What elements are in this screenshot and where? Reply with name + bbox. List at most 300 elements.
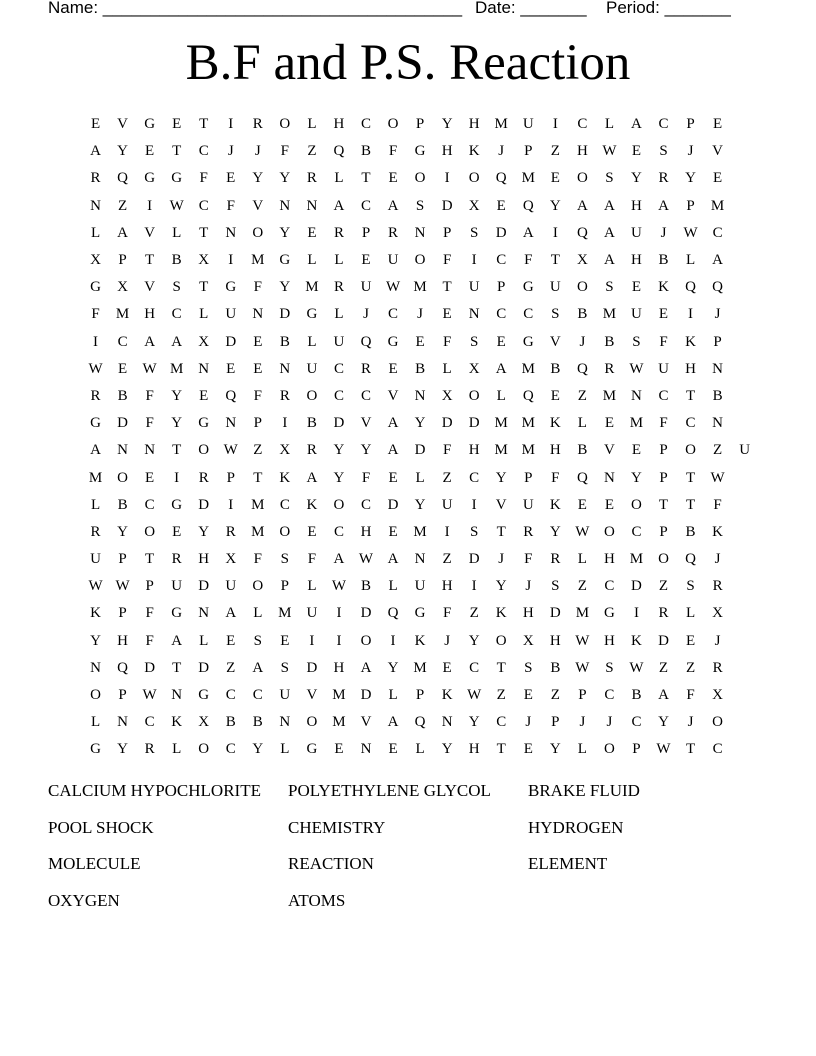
grid-letter[interactable]: F — [145, 415, 154, 432]
grid-letter[interactable]: E — [442, 659, 452, 676]
grid-letter[interactable]: L — [604, 116, 614, 133]
grid-letter[interactable]: V — [495, 496, 507, 513]
grid-letter[interactable]: M — [521, 360, 535, 377]
grid-letter[interactable]: Y — [90, 632, 101, 649]
grid-letter[interactable]: O — [117, 469, 128, 486]
grid-letter[interactable]: C — [685, 415, 696, 432]
grid-letter[interactable]: G — [387, 333, 399, 350]
grid-letter[interactable]: N — [90, 659, 101, 676]
grid-letter[interactable]: N — [631, 387, 642, 404]
grid-letter[interactable]: A — [603, 224, 615, 241]
grid-letter[interactable]: E — [172, 523, 182, 540]
grid-letter[interactable]: M — [332, 687, 346, 704]
grid-letter[interactable]: F — [253, 551, 262, 568]
grid-letter[interactable]: G — [171, 170, 183, 187]
grid-letter[interactable]: A — [712, 252, 724, 269]
grid-letter[interactable]: M — [169, 360, 184, 377]
grid-letter[interactable]: C — [604, 687, 615, 704]
grid-letter[interactable]: R — [712, 659, 723, 676]
grid-letter[interactable]: X — [522, 632, 534, 649]
grid-letter[interactable]: G — [603, 605, 615, 622]
grid-letter[interactable]: E — [307, 523, 317, 540]
grid-letter[interactable]: K — [279, 469, 291, 486]
grid-letter[interactable]: E — [388, 523, 398, 540]
grid-letter[interactable]: P — [686, 197, 695, 214]
grid-letter[interactable]: X — [468, 360, 480, 377]
grid-letter[interactable]: A — [225, 605, 237, 622]
grid-letter[interactable]: P — [713, 333, 722, 350]
grid-letter[interactable]: Q — [522, 197, 534, 214]
grid-letter[interactable]: C — [225, 741, 236, 758]
grid-letter[interactable]: I — [444, 170, 450, 187]
grid-letter[interactable]: P — [524, 469, 533, 486]
grid-letter[interactable]: E — [604, 415, 614, 432]
grid-letter[interactable]: K — [468, 143, 480, 160]
grid-letter[interactable]: H — [441, 143, 453, 160]
grid-letter[interactable]: B — [685, 523, 696, 540]
grid-letter[interactable]: F — [659, 333, 668, 350]
grid-letter[interactable]: D — [360, 687, 372, 704]
grid-letter[interactable]: O — [279, 523, 291, 540]
grid-letter[interactable]: I — [228, 116, 234, 133]
grid-letter[interactable]: D — [387, 496, 399, 513]
grid-letter[interactable]: O — [603, 741, 615, 758]
grid-letter[interactable]: G — [171, 605, 183, 622]
grid-letter[interactable]: U — [739, 442, 751, 459]
grid-letter[interactable]: Q — [522, 387, 534, 404]
grid-letter[interactable]: C — [333, 387, 344, 404]
grid-letter[interactable]: L — [388, 687, 398, 704]
grid-letter[interactable]: H — [144, 306, 156, 323]
grid-letter[interactable]: U — [225, 306, 237, 323]
grid-letter[interactable]: Z — [713, 442, 723, 459]
grid-letter[interactable]: E — [713, 116, 723, 133]
grid-letter[interactable]: H — [198, 551, 210, 568]
grid-letter[interactable]: K — [414, 632, 426, 649]
grid-letter[interactable]: D — [549, 605, 561, 622]
grid-letter[interactable]: E — [550, 170, 560, 187]
grid-letter[interactable]: U — [549, 279, 561, 296]
grid-letter[interactable]: A — [658, 197, 669, 214]
grid-letter[interactable]: O — [712, 714, 724, 731]
grid-letter[interactable]: S — [470, 523, 479, 540]
grid-letter[interactable]: E — [145, 469, 155, 486]
grid-letter[interactable]: F — [226, 197, 235, 214]
grid-letter[interactable]: J — [525, 578, 532, 595]
grid-letter[interactable]: J — [227, 143, 234, 160]
grid-letter[interactable]: L — [496, 387, 506, 404]
grid-letter[interactable]: N — [144, 442, 156, 459]
grid-letter[interactable]: J — [363, 306, 369, 323]
grid-letter[interactable]: L — [280, 741, 290, 758]
grid-letter[interactable]: D — [117, 415, 128, 432]
grid-letter[interactable]: C — [144, 496, 155, 513]
grid-letter[interactable]: Z — [442, 551, 452, 568]
grid-letter[interactable]: C — [360, 387, 371, 404]
grid-letter[interactable]: L — [415, 469, 425, 486]
grid-letter[interactable]: A — [387, 442, 399, 459]
grid-letter[interactable]: A — [333, 551, 345, 568]
grid-letter[interactable]: M — [629, 551, 644, 568]
grid-letter[interactable]: F — [524, 551, 533, 568]
grid-letter[interactable]: W — [710, 469, 725, 486]
grid-letter[interactable]: Z — [469, 605, 479, 622]
grid-letter[interactable]: G — [90, 741, 101, 758]
grid-letter[interactable]: F — [145, 632, 154, 649]
grid-letter[interactable]: B — [550, 659, 561, 676]
grid-letter[interactable]: E — [117, 360, 128, 377]
grid-letter[interactable]: I — [228, 496, 234, 513]
grid-letter[interactable]: E — [550, 387, 560, 404]
grid-letter[interactable]: M — [710, 197, 725, 214]
grid-letter[interactable]: M — [251, 523, 265, 540]
grid-letter[interactable]: H — [549, 632, 561, 649]
grid-letter[interactable]: W — [467, 687, 482, 704]
grid-letter[interactable]: Z — [685, 659, 696, 676]
grid-letter[interactable]: N — [414, 224, 426, 241]
grid-letter[interactable]: C — [604, 578, 615, 595]
grid-letter[interactable]: D — [468, 415, 480, 432]
grid-letter[interactable]: Y — [495, 578, 507, 595]
grid-letter[interactable]: L — [307, 116, 317, 133]
grid-letter[interactable]: F — [145, 387, 154, 404]
grid-letter[interactable]: W — [88, 578, 103, 595]
grid-letter[interactable]: N — [414, 551, 426, 568]
grid-letter[interactable]: G — [90, 279, 101, 296]
grid-letter[interactable]: U — [387, 252, 399, 269]
grid-letter[interactable]: E — [388, 741, 398, 758]
grid-letter[interactable]: S — [415, 197, 425, 214]
grid-letter[interactable]: C — [333, 360, 344, 377]
grid-letter[interactable]: S — [524, 659, 533, 676]
grid-letter[interactable]: W — [602, 143, 617, 160]
grid-letter[interactable]: N — [90, 197, 101, 214]
grid-letter[interactable]: B — [117, 387, 128, 404]
grid-letter[interactable]: O — [333, 496, 345, 513]
grid-letter[interactable]: B — [279, 333, 290, 350]
grid-letter[interactable]: W — [656, 741, 671, 758]
grid-letter[interactable]: Y — [631, 469, 642, 486]
grid-letter[interactable]: Q — [712, 279, 724, 296]
grid-letter[interactable]: F — [442, 333, 452, 350]
grid-letter[interactable]: C — [198, 197, 209, 214]
grid-letter[interactable]: M — [251, 252, 265, 269]
grid-letter[interactable]: Y — [279, 170, 291, 187]
grid-letter[interactable]: U — [171, 578, 183, 595]
grid-letter[interactable]: D — [333, 415, 345, 432]
grid-letter[interactable]: B — [360, 578, 371, 595]
grid-letter[interactable]: F — [388, 143, 398, 160]
grid-letter[interactable]: U — [631, 224, 642, 241]
grid-letter[interactable]: Q — [685, 551, 696, 568]
grid-letter[interactable]: C — [360, 197, 371, 214]
grid-letter[interactable]: K — [495, 605, 507, 622]
grid-letter[interactable]: X — [117, 279, 128, 296]
grid-letter[interactable]: Q — [576, 360, 588, 377]
grid-letter[interactable]: I — [147, 197, 153, 214]
grid-letter[interactable]: K — [549, 496, 561, 513]
grid-letter[interactable]: F — [253, 387, 262, 404]
grid-letter[interactable]: L — [90, 224, 101, 241]
grid-letter[interactable]: C — [360, 496, 371, 513]
grid-letter[interactable]: A — [90, 442, 101, 459]
grid-letter[interactable]: R — [252, 116, 263, 133]
grid-letter[interactable]: P — [686, 116, 695, 133]
grid-letter[interactable]: R — [604, 360, 615, 377]
grid-letter[interactable]: Y — [549, 197, 561, 214]
grid-letter[interactable]: Q — [117, 659, 128, 676]
grid-letter[interactable]: A — [117, 224, 128, 241]
grid-letter[interactable]: Z — [307, 143, 317, 160]
grid-letter[interactable]: O — [198, 741, 210, 758]
grid-letter[interactable]: Y — [549, 741, 561, 758]
grid-letter[interactable]: A — [333, 197, 345, 214]
grid-letter[interactable]: T — [685, 469, 696, 486]
grid-letter[interactable]: J — [687, 143, 694, 160]
grid-letter[interactable]: F — [307, 551, 317, 568]
grid-letter[interactable]: F — [659, 415, 668, 432]
grid-letter[interactable]: A — [306, 469, 318, 486]
grid-letter[interactable]: V — [603, 442, 615, 459]
grid-letter[interactable]: S — [605, 279, 614, 296]
grid-letter[interactable]: O — [306, 714, 318, 731]
grid-letter[interactable]: R — [333, 279, 344, 296]
grid-letter[interactable]: H — [549, 442, 561, 459]
grid-letter[interactable]: P — [415, 116, 425, 133]
grid-letter[interactable]: I — [336, 632, 342, 649]
grid-letter[interactable]: M — [602, 387, 617, 404]
grid-letter[interactable]: D — [658, 632, 669, 649]
date-field[interactable]: Date: _______ — [475, 0, 587, 17]
grid-letter[interactable]: L — [334, 306, 344, 323]
grid-letter[interactable]: E — [226, 632, 236, 649]
grid-letter[interactable]: T — [172, 442, 182, 459]
grid-letter[interactable]: G — [414, 605, 426, 622]
grid-letter[interactable]: C — [496, 306, 507, 323]
grid-letter[interactable]: R — [90, 387, 101, 404]
grid-letter[interactable]: Y — [333, 469, 345, 486]
grid-letter[interactable]: O — [360, 632, 372, 649]
grid-letter[interactable]: A — [522, 224, 534, 241]
grid-letter[interactable]: Y — [441, 116, 453, 133]
grid-letter[interactable]: L — [199, 632, 209, 649]
grid-letter[interactable]: Y — [387, 659, 399, 676]
grid-letter[interactable]: Z — [226, 659, 236, 676]
grid-letter[interactable]: X — [712, 687, 724, 704]
grid-letter[interactable]: L — [685, 605, 696, 622]
grid-letter[interactable]: H — [576, 143, 588, 160]
grid-letter[interactable]: N — [117, 442, 128, 459]
grid-letter[interactable]: O — [658, 551, 669, 568]
grid-letter[interactable]: Y — [252, 741, 264, 758]
grid-letter[interactable]: S — [470, 224, 479, 241]
grid-letter[interactable]: Z — [253, 442, 263, 459]
grid-letter[interactable]: S — [551, 578, 560, 595]
grid-letter[interactable]: T — [199, 224, 209, 241]
grid-letter[interactable]: Q — [117, 170, 128, 187]
grid-letter[interactable]: P — [659, 469, 668, 486]
grid-letter[interactable]: M — [115, 306, 130, 323]
grid-letter[interactable]: F — [361, 469, 371, 486]
grid-letter[interactable]: W — [358, 551, 374, 568]
grid-letter[interactable]: J — [498, 143, 505, 160]
grid-letter[interactable]: G — [171, 496, 183, 513]
grid-letter[interactable]: E — [307, 224, 317, 241]
grid-letter[interactable]: Y — [117, 741, 128, 758]
grid-letter[interactable]: Y — [414, 496, 426, 513]
grid-letter[interactable]: D — [468, 551, 480, 568]
grid-letter[interactable]: D — [306, 659, 318, 676]
grid-letter[interactable]: A — [360, 659, 372, 676]
grid-letter[interactable]: Q — [414, 714, 426, 731]
grid-letter[interactable]: M — [278, 605, 292, 622]
grid-letter[interactable]: O — [576, 170, 588, 187]
grid-letter[interactable]: D — [198, 496, 210, 513]
grid-letter[interactable]: J — [444, 632, 451, 649]
grid-letter[interactable]: V — [360, 415, 372, 432]
grid-letter[interactable]: Y — [171, 387, 183, 404]
grid-letter[interactable]: Q — [333, 143, 345, 160]
grid-letter[interactable]: L — [334, 170, 344, 187]
grid-letter[interactable]: N — [712, 415, 724, 432]
grid-letter[interactable]: E — [226, 170, 236, 187]
grid-letter[interactable]: V — [712, 143, 724, 160]
grid-letter[interactable]: Y — [658, 714, 669, 731]
grid-letter[interactable]: H — [117, 632, 128, 649]
grid-letter[interactable]: P — [551, 714, 560, 731]
grid-letter[interactable]: R — [658, 170, 669, 187]
grid-letter[interactable]: T — [442, 279, 452, 296]
grid-letter[interactable]: T — [685, 741, 696, 758]
grid-letter[interactable]: W — [331, 578, 347, 595]
grid-letter[interactable]: N — [198, 605, 210, 622]
grid-letter[interactable]: U — [468, 279, 480, 296]
grid-letter[interactable]: A — [658, 687, 669, 704]
grid-letter[interactable]: E — [631, 442, 642, 459]
grid-letter[interactable]: W — [575, 523, 590, 540]
grid-letter[interactable]: A — [387, 551, 399, 568]
grid-letter[interactable]: Y — [279, 224, 291, 241]
grid-letter[interactable]: M — [413, 659, 427, 676]
grid-letter[interactable]: G — [522, 333, 534, 350]
grid-letter[interactable]: J — [498, 551, 505, 568]
grid-letter[interactable]: K — [631, 632, 642, 649]
grid-letter[interactable]: C — [225, 687, 236, 704]
grid-letter[interactable]: A — [603, 197, 615, 214]
grid-letter[interactable]: M — [494, 116, 508, 133]
grid-letter[interactable]: L — [388, 578, 398, 595]
name-field[interactable]: Name: ______________________________________ — [48, 0, 463, 17]
grid-letter[interactable]: L — [307, 333, 317, 350]
grid-letter[interactable]: P — [118, 687, 127, 704]
grid-letter[interactable]: M — [629, 415, 644, 432]
grid-letter[interactable]: K — [685, 333, 696, 350]
grid-letter[interactable]: S — [605, 659, 614, 676]
grid-letter[interactable]: N — [225, 224, 237, 241]
grid-letter[interactable]: B — [360, 143, 371, 160]
grid-letter[interactable]: W — [142, 687, 157, 704]
grid-letter[interactable]: U — [414, 578, 426, 595]
grid-letter[interactable]: D — [441, 197, 453, 214]
grid-letter[interactable]: C — [388, 306, 399, 323]
grid-letter[interactable]: E — [496, 197, 506, 214]
grid-letter[interactable]: I — [471, 578, 477, 595]
grid-letter[interactable]: A — [387, 415, 399, 432]
grid-letter[interactable]: B — [631, 687, 642, 704]
grid-letter[interactable]: B — [117, 496, 128, 513]
grid-letter[interactable]: L — [577, 551, 587, 568]
grid-letter[interactable]: E — [523, 741, 533, 758]
grid-letter[interactable]: F — [551, 469, 560, 486]
grid-letter[interactable]: E — [388, 469, 398, 486]
grid-letter[interactable]: N — [441, 714, 453, 731]
grid-letter[interactable]: E — [523, 687, 533, 704]
grid-letter[interactable]: A — [576, 197, 588, 214]
grid-letter[interactable]: Y — [252, 170, 264, 187]
grid-letter[interactable]: P — [118, 605, 127, 622]
grid-letter[interactable]: A — [631, 116, 642, 133]
grid-letter[interactable]: C — [279, 496, 290, 513]
grid-letter[interactable]: E — [145, 143, 155, 160]
grid-letter[interactable]: I — [552, 116, 558, 133]
grid-letter[interactable]: T — [496, 659, 506, 676]
grid-letter[interactable]: K — [171, 714, 183, 731]
grid-letter[interactable]: T — [550, 252, 560, 269]
grid-letter[interactable]: Z — [550, 687, 560, 704]
grid-letter[interactable]: P — [415, 687, 425, 704]
grid-letter[interactable]: V — [549, 333, 561, 350]
grid-letter[interactable]: I — [93, 333, 99, 350]
grid-letter[interactable]: N — [468, 306, 480, 323]
grid-letter[interactable]: N — [603, 469, 615, 486]
grid-letter[interactable]: B — [577, 442, 588, 459]
grid-letter[interactable]: T — [685, 496, 696, 513]
grid-letter[interactable]: E — [253, 360, 263, 377]
grid-letter[interactable]: Q — [387, 605, 399, 622]
grid-letter[interactable]: H — [360, 523, 372, 540]
grid-letter[interactable]: C — [523, 306, 534, 323]
grid-letter[interactable]: E — [90, 116, 101, 133]
grid-letter[interactable]: X — [225, 551, 237, 568]
grid-letter[interactable]: L — [307, 252, 317, 269]
grid-letter[interactable]: D — [279, 306, 291, 323]
grid-letter[interactable]: L — [253, 605, 263, 622]
grid-letter[interactable]: U — [333, 333, 345, 350]
grid-letter[interactable]: X — [198, 252, 210, 269]
grid-letter[interactable]: M — [88, 469, 103, 486]
grid-letter[interactable]: E — [253, 333, 263, 350]
grid-letter[interactable]: M — [413, 279, 427, 296]
grid-letter[interactable]: U — [522, 116, 534, 133]
grid-letter[interactable]: B — [604, 333, 615, 350]
grid-letter[interactable]: C — [469, 469, 480, 486]
grid-letter[interactable]: X — [279, 442, 291, 459]
grid-letter[interactable]: K — [658, 279, 669, 296]
grid-letter[interactable]: X — [576, 252, 588, 269]
grid-letter[interactable]: C — [117, 333, 128, 350]
grid-letter[interactable]: A — [144, 333, 156, 350]
grid-letter[interactable]: P — [361, 224, 371, 241]
grid-letter[interactable]: H — [603, 632, 615, 649]
grid-letter[interactable]: U — [306, 360, 318, 377]
grid-letter[interactable]: D — [414, 442, 426, 459]
grid-letter[interactable]: P — [280, 578, 290, 595]
grid-letter[interactable]: V — [306, 687, 318, 704]
grid-letter[interactable]: S — [632, 333, 641, 350]
grid-letter[interactable]: Y — [360, 442, 372, 459]
grid-letter[interactable]: R — [90, 170, 101, 187]
grid-letter[interactable]: G — [306, 306, 318, 323]
